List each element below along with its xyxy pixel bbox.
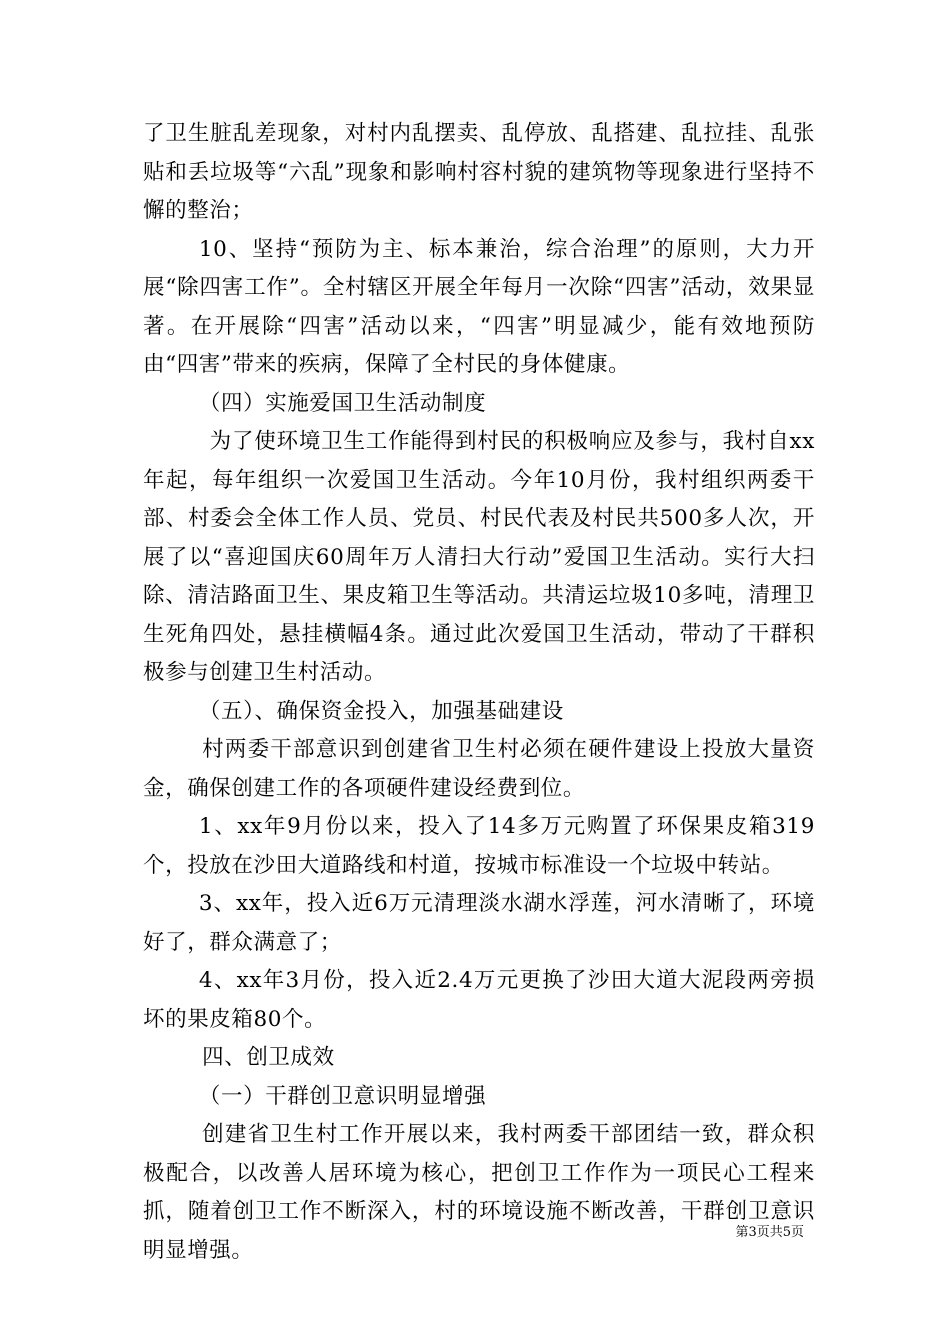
paragraph-3: 为了使环境卫生工作能得到村民的积极响应及参与，我村自xx年起，每年组织一次爱国卫生活动。今年10月份，我村组织两委干部、村委会全体工作人员、党员、村民代表及村民共500多人次，开展了以“喜迎国庆60周年万人清扫大行动”爱国卫生活动。实行大扫除、清洁路面卫生、果皮箱卫生等活动。共清运垃圾10多吨，清理卫生死角四处，悬挂横幅4条。通过此次爱国卫生活动，带动了干群积极参与创建卫生村活动。 <box>143 429 815 685</box>
paragraph-7: 4、xx年3月份，投入近2.4万元更换了沙田大道大泥段两旁损坏的果皮箱80个。 <box>143 968 815 1032</box>
paragraph-8: 创建省卫生村工作开展以来，我村两委干部团结一致，群众积极配合，以改善人居环境为核心，把创卫工作作为一项民心工程来抓，随着创卫工作不断深入，村的环境设施不断改善，干群创卫意识明显增强。 <box>143 1122 815 1263</box>
section-heading-1: （一）干群创卫意识明显增强 <box>198 1083 487 1109</box>
section-heading-5: （五）、确保资金投入，加强基础建设 <box>198 698 564 724</box>
chapter-heading-4: 四、创卫成效 <box>202 1045 335 1070</box>
paragraph-6: 3、xx年，投入近6万元清理淡水湖水浮莲，河水清晰了，环境好了，群众满意了； <box>143 891 815 955</box>
section-heading-4: （四）实施爱国卫生活动制度 <box>198 390 487 416</box>
document-body <box>143 115 815 1270</box>
paragraph-2: 10、坚持“预防为主、标本兼治，综合治理”的原则，大力开展“除四害工作”。全村辖区开展全年每月一次除“四害”活动，效果显著。在开展除“四害”活动以来，“四害”明显减少，能有效地预防由“四害”带来的疾病，保障了全村民的身体健康。 <box>143 236 815 377</box>
page-number: 第3页共5页 <box>735 1225 804 1240</box>
paragraph-4: 村两委干部意识到创建省卫生村必须在硬件建设上投放大量资金，确保创建工作的各项硬件建设经费到位。 <box>143 737 815 801</box>
paragraph-1: 了卫生脏乱差现象，对村内乱摆卖、乱停放、乱搭建、乱拉挂、乱张贴和丢垃圾等“六乱”现象和影响村容村貌的建筑物等现象进行坚持不懈的整治； <box>143 121 815 223</box>
paragraph-5: 1、xx年9月份以来，投入了14多万元购置了环保果皮箱319个，投放在沙田大道路线和村道，按城市标准设一个垃圾中转站。 <box>143 814 815 878</box>
